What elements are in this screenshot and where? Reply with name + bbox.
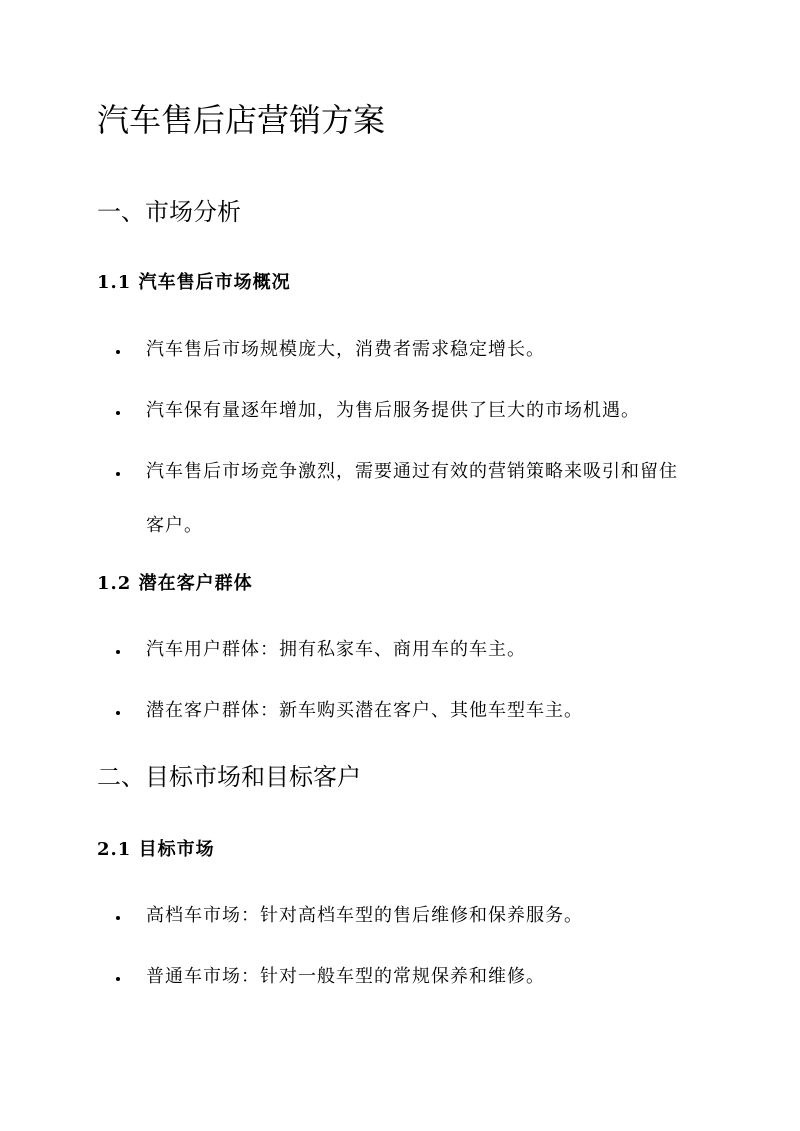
bullet-icon — [116, 650, 120, 654]
bullet-icon — [116, 411, 120, 415]
list-item-text: 汽车用户群体：拥有私家车、商用车的车主。 — [146, 639, 526, 660]
section-heading-market-analysis: 一、市场分析 — [97, 198, 241, 226]
bullet-icon — [116, 711, 120, 715]
bullet-icon — [116, 472, 120, 476]
subsection-heading-target-market: 2.1 目标市场 — [97, 839, 215, 860]
subsection-heading-market-overview: 1.1 汽车售后市场概况 — [97, 272, 291, 293]
section-heading-target-market: 二、目标市场和目标客户 — [97, 763, 361, 791]
list-item-text: 汽车保有量逐年增加，为售后服务提供了巨大的市场机遇。 — [146, 400, 640, 421]
list-item-text: 汽车售后市场竞争激烈，需要通过有效的营销策略来吸引和留住客户。 — [146, 461, 678, 536]
bullet-icon — [116, 350, 120, 354]
bullet-icon — [116, 977, 120, 981]
bullet-icon — [116, 916, 120, 920]
document-title: 汽车售后店营销方案 — [97, 101, 386, 139]
list-item-text: 汽车售后市场规模庞大，消费者需求稳定增长。 — [146, 339, 545, 360]
list-item-text: 高档车市场：针对高档车型的售后维修和保养服务。 — [146, 905, 583, 926]
list-item-text: 普通车市场：针对一般车型的常规保养和维修。 — [146, 966, 545, 987]
subsection-heading-potential-customers: 1.2 潜在客户群体 — [97, 573, 253, 594]
list-item-text: 潜在客户群体：新车购买潜在客户、其他车型车主。 — [146, 700, 583, 721]
